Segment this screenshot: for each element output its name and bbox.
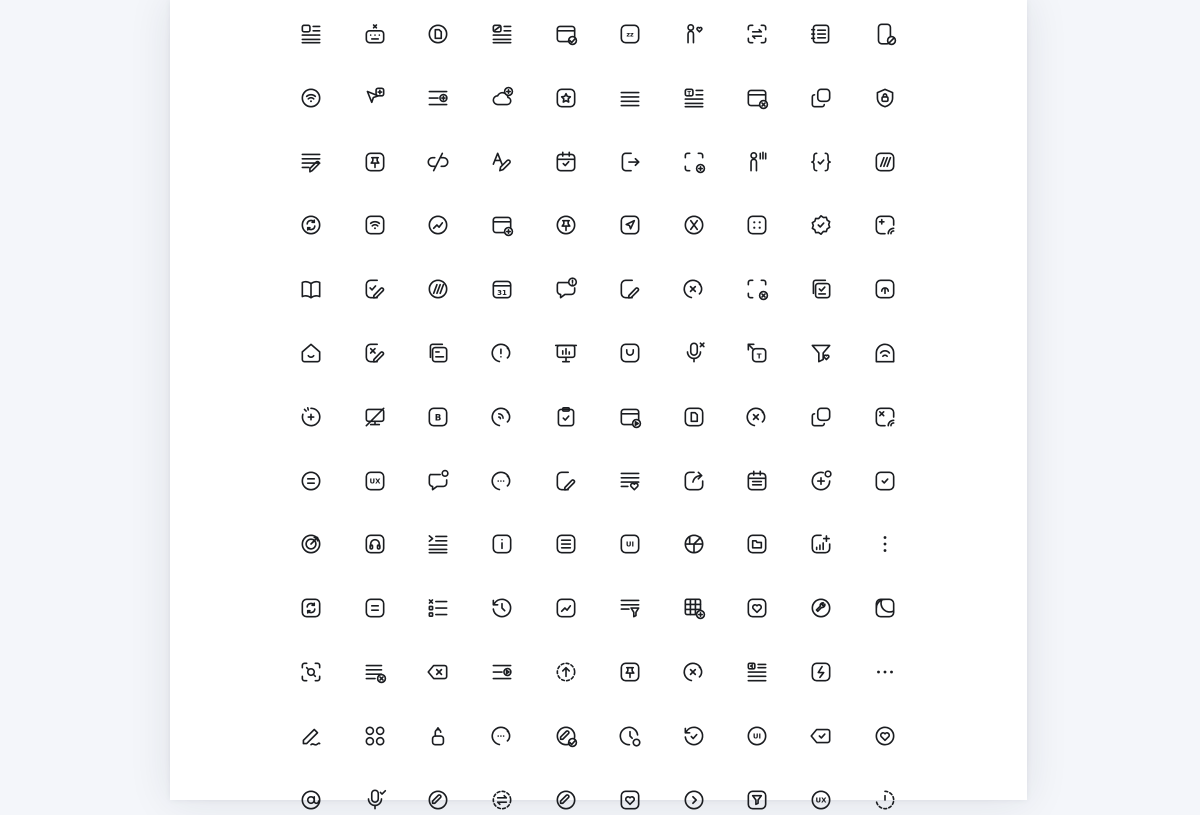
info-square-icon-glyph [489,531,515,557]
more-horizontal-icon [870,657,900,687]
svg-text:UX: UX [369,477,381,486]
ui-square-icon [615,529,645,559]
slash-circle-icon-glyph [425,276,451,302]
dice-square-icon [742,210,772,240]
arch-wifi-icon-glyph [872,340,898,366]
list-play-icon [487,657,517,687]
copy-arrow-icon [806,83,836,113]
equal-square-icon-glyph [362,595,388,621]
star-square-icon [551,83,581,113]
link-circle-icon [551,785,581,815]
card-close-icon [742,83,772,113]
close-signal-icon-glyph [681,276,707,302]
filter-square-icon [742,785,772,815]
person-signal-icon-glyph [744,149,770,175]
list-add-icon-glyph [425,85,451,111]
person-signal-icon [742,147,772,177]
equal-circle-icon [296,466,326,496]
text-block-icon [679,83,709,113]
list-play-icon-glyph [489,659,515,685]
more-horizontal-icon-glyph [872,659,898,685]
book-open-icon-glyph [298,276,324,302]
upload-dashed-circle-icon-glyph [553,659,579,685]
heart-circle-icon [870,721,900,751]
scan-arrows-icon [742,19,772,49]
clipboard-stack-icon [806,274,836,304]
pen-signature-icon [296,721,326,751]
pin-square-icon [615,657,645,687]
ux-square-icon [360,466,390,496]
refresh-circle-icon-glyph [298,212,324,238]
checkbox-edit-icon-glyph [362,276,388,302]
badge-tick-icon [806,210,836,240]
square-pen-icon [551,466,581,496]
tick-square-icon-glyph [872,468,898,494]
task-list-icon [615,83,645,113]
cloud-add-icon [487,83,517,113]
clock-dot-icon [615,721,645,751]
filter-list-icon-glyph [617,595,643,621]
trend-square-icon-glyph [553,595,579,621]
trend-circle-icon-glyph [425,212,451,238]
wifi-square-icon-glyph [362,212,388,238]
heart-circle-icon-glyph [872,723,898,749]
checkbox-edit-icon [360,274,390,304]
presentation-icon-glyph [553,340,579,366]
slash-circle-icon [423,274,453,304]
document-square-icon [679,402,709,432]
corner-square-icon [870,593,900,623]
document-lines-icon-glyph [553,531,579,557]
svg-text:zz: zz [626,31,634,39]
square-pen-icon-glyph [553,468,579,494]
star-square-icon-glyph [553,85,579,111]
list-close-icon-glyph [362,659,388,685]
close-circle-signal-icon [742,402,772,432]
pin-square-icon-glyph [362,149,388,175]
card-stack-icon-glyph [425,340,451,366]
clock-dot-icon-glyph [617,723,643,749]
close-edit-icon-glyph [362,340,388,366]
close-signal-circle-icon-glyph [681,659,707,685]
mouth-square-icon-glyph [617,340,643,366]
backspace-icon [423,657,453,687]
at-sign-circle-icon-glyph [298,787,324,813]
timer-add-icon-glyph [298,404,324,430]
refresh-square-icon-glyph [298,595,324,621]
copy-arrow-icon-glyph [808,85,834,111]
history-icon-glyph [489,595,515,621]
alert-signal-icon-glyph [489,340,515,366]
slash-square-icon-glyph [872,149,898,175]
text-block-icon-glyph [681,85,707,111]
logout-icon-glyph [617,149,643,175]
clipboard-tick-icon-glyph [553,404,579,430]
book-open-icon [296,274,326,304]
keyboard-close-icon [360,19,390,49]
ui-square-icon-glyph [617,531,643,557]
add-signal-square-icon [870,210,900,240]
navigation-square-icon [615,210,645,240]
monitor-off-icon-glyph [362,404,388,430]
square-edit-icon-glyph [617,276,643,302]
arrow-right-circle-icon-glyph [681,787,707,813]
folder-square-icon [742,529,772,559]
navigation-square-icon-glyph [617,212,643,238]
scan-add-icon [679,147,709,177]
chat-alert-icon [551,274,581,304]
svg-text:T: T [756,351,762,361]
code-tick-icon [806,147,836,177]
text-box-icon [615,19,645,49]
message-dot-icon [423,466,453,496]
link-circle-icon-glyph [553,787,579,813]
share-square-icon-glyph [681,468,707,494]
task-list-icon-glyph [617,85,643,111]
filter-list-icon [615,593,645,623]
link-broken-icon-glyph [425,149,451,175]
upload-dashed-circle-icon [551,657,581,687]
browser-play-icon [615,402,645,432]
copy-icon [806,402,836,432]
apps-icon-glyph [362,723,388,749]
apps-icon [360,721,390,751]
signal-circle-icon-glyph [489,404,515,430]
wrench-circle-icon-glyph [808,595,834,621]
card-tick-icon [551,19,581,49]
alert-signal-icon [487,338,517,368]
slash-square-icon [870,147,900,177]
heart-square-icon-glyph [617,787,643,813]
calendar-tick-icon [551,147,581,177]
chat-alert-icon-glyph [553,276,579,302]
presentation-icon [551,338,581,368]
trend-square-icon [551,593,581,623]
target-arrow-icon [296,529,326,559]
info-square-icon [487,529,517,559]
cloud-add-icon-glyph [489,85,515,111]
document-lines-icon [551,529,581,559]
bold-square-icon [423,402,453,432]
filter-heart-icon-glyph [808,340,834,366]
note-edit-icon-glyph [489,21,515,47]
notebook-list-icon [806,19,836,49]
font-brush-icon [487,147,517,177]
tag-tick-icon-glyph [808,723,834,749]
dots-circle-signal-icon [487,466,517,496]
clipboard-stack-icon-glyph [808,276,834,302]
arrows-dashed-circle-icon [487,785,517,815]
chart-add-square-icon-glyph [808,531,834,557]
list-back-icon-glyph [744,659,770,685]
icon-grid [170,0,1027,805]
timer-dashed-icon [870,785,900,815]
list-close-icon [360,657,390,687]
home-smile-icon [296,338,326,368]
document-circle-icon-glyph [425,21,451,47]
filter-heart-icon [806,338,836,368]
calendar-31-icon-glyph [489,276,515,302]
scan-rotate-icon-glyph [298,659,324,685]
svg-text:UI: UI [625,540,635,549]
heart-square-icon [615,785,645,815]
svg-text:B: B [434,413,442,424]
calendar-tick-icon-glyph [553,149,579,175]
mouth-square-icon [615,338,645,368]
ui-circle-icon [742,721,772,751]
document-circle-icon [423,19,453,49]
close-signal-circle-icon [679,657,709,687]
arrows-circle-icon-glyph [681,212,707,238]
edit-circle-icon [423,785,453,815]
pin-circle-icon-glyph [553,212,579,238]
folder-square-icon-glyph [744,531,770,557]
pin-square-icon-glyph [617,659,643,685]
more-circle-signal-icon-glyph [489,723,515,749]
lock-shield-icon-glyph [872,85,898,111]
ui-circle-icon-glyph [744,723,770,749]
ux-circle-icon-glyph [808,787,834,813]
filter-square-icon-glyph [744,787,770,813]
tag-tick-icon [806,721,836,751]
list-back-icon [742,657,772,687]
person-heart-icon-glyph [681,21,707,47]
pin-circle-icon [551,210,581,240]
flash-square-icon-glyph [808,659,834,685]
calendar-list-icon-glyph [744,468,770,494]
history-icon [487,593,517,623]
microphone-tick-icon-glyph [362,787,388,813]
document-square-icon-glyph [681,404,707,430]
lock-shield-icon [870,83,900,113]
close-edit-icon [360,338,390,368]
circle-split-icon-glyph [681,531,707,557]
refresh-square-icon [296,593,326,623]
list-heart-icon-glyph [617,468,643,494]
wifi-square-icon [360,210,390,240]
close-circle-signal-icon-glyph [744,404,770,430]
arrow-right-circle-icon [679,785,709,815]
at-sign-circle-icon [296,785,326,815]
scan-close-icon-glyph [744,276,770,302]
scan-add-icon-glyph [681,149,707,175]
browser-play-icon-glyph [617,404,643,430]
font-brush-icon-glyph [489,149,515,175]
close-signal-icon [679,274,709,304]
more-circle-signal-icon [487,721,517,751]
more-vertical-icon [870,529,900,559]
message-dot-icon-glyph [425,468,451,494]
text-rotate-icon [742,338,772,368]
pin-square-icon [360,147,390,177]
icon-sheet [170,0,1027,805]
arrows-circle-icon [679,210,709,240]
scan-arrows-icon-glyph [744,21,770,47]
microphone-tick-icon [360,785,390,815]
clip-tick-icon-glyph [553,723,579,749]
wifi-circle-icon [296,83,326,113]
signal-circle-icon [487,402,517,432]
lock-open-icon-glyph [425,723,451,749]
corner-square-icon-glyph [872,595,898,621]
equal-square-icon [360,593,390,623]
text-edit-icon [296,147,326,177]
svg-text:UI: UI [752,732,762,741]
card-tick-icon-glyph [553,21,579,47]
add-circle-dot-icon [806,466,836,496]
target-arrow-icon-glyph [298,531,324,557]
notebook-list-icon-glyph [808,21,834,47]
edit-circle-icon-glyph [425,787,451,813]
dots-circle-signal-icon-glyph [489,468,515,494]
arch-wifi-icon [870,338,900,368]
link-broken-icon [423,147,453,177]
timer-add-icon [296,402,326,432]
heart-square-icon [742,593,772,623]
dice-square-icon-glyph [744,212,770,238]
browser-add-icon [487,210,517,240]
checklist-icon-glyph [425,595,451,621]
square-edit-icon [615,274,645,304]
podcast-square-icon-glyph [872,276,898,302]
pen-signature-icon-glyph [298,723,324,749]
flash-square-icon [806,657,836,687]
text-box-icon-glyph [617,21,643,47]
cursor-add-icon-glyph [362,85,388,111]
browser-add-icon-glyph [489,212,515,238]
circle-split-icon [679,529,709,559]
list-indent-icon [423,529,453,559]
add-signal-square-icon-glyph [872,212,898,238]
code-tick-icon-glyph [808,149,834,175]
wrench-circle-icon [806,593,836,623]
list-indent-icon-glyph [425,531,451,557]
podcast-square-icon [870,274,900,304]
copy-icon-glyph [808,404,834,430]
svg-text:UX: UX [815,796,827,805]
svg-text:T: T [687,90,691,97]
heart-square-icon-glyph [744,595,770,621]
svg-text:31: 31 [497,288,507,298]
chart-add-square-icon [806,529,836,559]
card-close-icon-glyph [744,85,770,111]
badge-tick-icon-glyph [808,212,834,238]
mobile-blocked-icon [870,19,900,49]
trend-circle-icon [423,210,453,240]
refresh-circle-icon [296,210,326,240]
table-add-icon [679,593,709,623]
note-edit-icon [487,19,517,49]
list-heart-icon [615,466,645,496]
bold-square-icon-glyph [425,404,451,430]
scan-close-icon [742,274,772,304]
tick-square-icon [870,466,900,496]
cursor-add-icon [360,83,390,113]
keyboard-close-icon-glyph [362,21,388,47]
calendar-list-icon [742,466,772,496]
monitor-off-icon [360,402,390,432]
logout-icon [615,147,645,177]
headphones-square-icon-glyph [362,531,388,557]
close-wifi-square-icon-glyph [872,404,898,430]
table-add-icon-glyph [681,595,707,621]
share-square-icon [679,466,709,496]
undo-tick-icon [679,721,709,751]
text-edit-icon-glyph [298,149,324,175]
undo-tick-icon-glyph [681,723,707,749]
close-wifi-square-icon [870,402,900,432]
headphones-square-icon [360,529,390,559]
person-heart-icon [679,19,709,49]
list-add-icon [423,83,453,113]
mobile-blocked-icon-glyph [872,21,898,47]
microphone-off-icon-glyph [681,340,707,366]
note-list-icon [296,19,326,49]
note-list-icon-glyph [298,21,324,47]
checklist-icon [423,593,453,623]
wifi-circle-icon-glyph [298,85,324,111]
more-vertical-icon-glyph [872,531,898,557]
home-smile-icon-glyph [298,340,324,366]
ux-circle-icon [806,785,836,815]
clip-tick-icon [551,721,581,751]
card-stack-icon [423,338,453,368]
calendar-31-icon [487,274,517,304]
equal-circle-icon-glyph [298,468,324,494]
backspace-icon-glyph [425,659,451,685]
arrows-dashed-circle-icon-glyph [489,787,515,813]
timer-dashed-icon-glyph [872,787,898,813]
add-circle-dot-icon-glyph [808,468,834,494]
clipboard-tick-icon [551,402,581,432]
ux-square-icon-glyph [362,468,388,494]
microphone-off-icon [679,338,709,368]
text-rotate-icon-glyph [744,340,770,366]
lock-open-icon [423,721,453,751]
scan-rotate-icon [296,657,326,687]
